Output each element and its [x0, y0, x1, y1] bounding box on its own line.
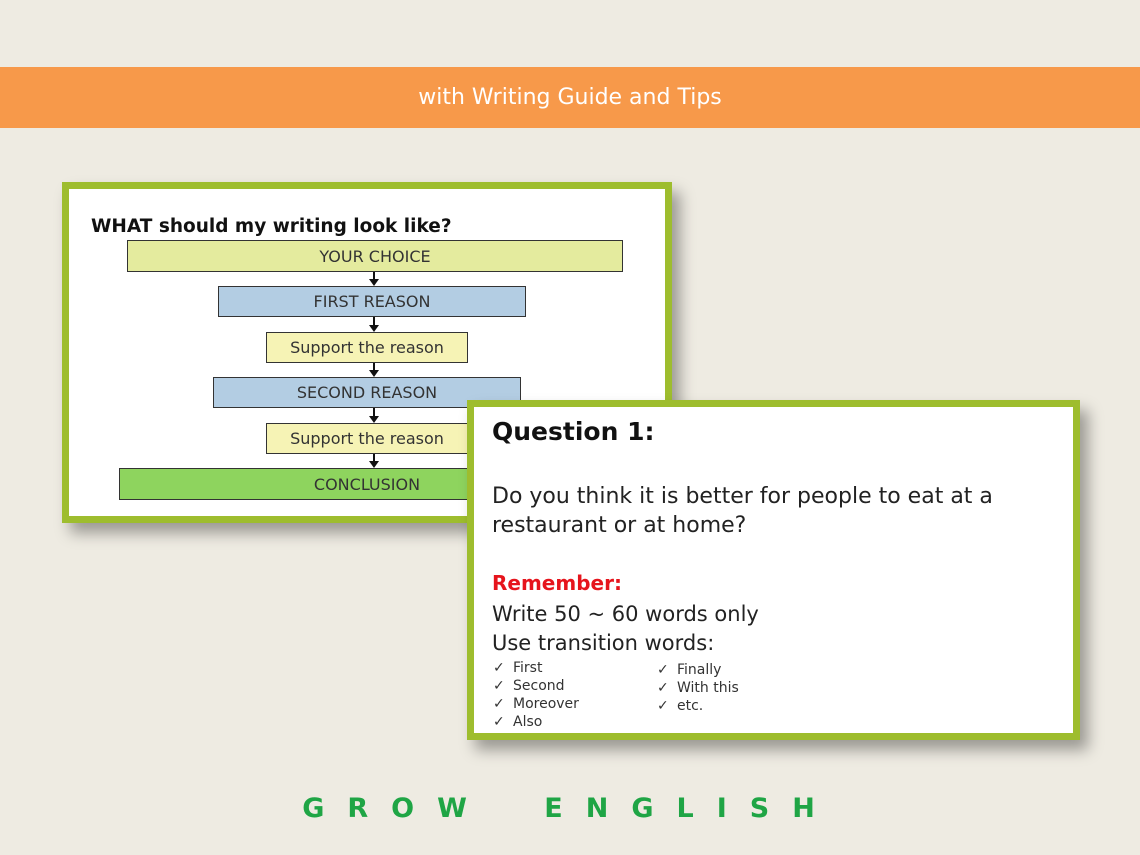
flow-arrow-icon — [373, 408, 375, 421]
transition-list-right — [657, 661, 739, 715]
flow-arrow-icon — [373, 272, 375, 284]
flow-arrow-icon — [373, 363, 375, 375]
question-text: Do you think it is better for people to eat at a restaurant or at home? — [492, 484, 993, 538]
flow-box-first-reason: FIRST REASON — [218, 286, 526, 317]
list-item: ✓ First — [493, 660, 543, 676]
brand-footer: GROW ENGLISH — [302, 793, 838, 824]
title-banner — [0, 67, 1140, 128]
list-item: ✓ Also — [493, 714, 543, 730]
check-icon: ✓ — [493, 678, 505, 694]
banner-text: with Writing Guide and Tips — [418, 85, 722, 110]
check-icon: ✓ — [657, 698, 669, 714]
question-card — [467, 400, 1080, 740]
flow-box-support-1: Support the reason — [266, 332, 468, 363]
flow-box-second-reason: SECOND REASON — [213, 377, 521, 408]
list-item: ✓ Second — [493, 678, 565, 694]
flow-box-support-2: Support the reason — [266, 423, 468, 454]
check-icon: ✓ — [657, 662, 669, 678]
check-icon: ✓ — [493, 696, 505, 712]
transition-rule: Use transition words: — [492, 631, 715, 655]
list-item: ✓ Moreover — [493, 696, 579, 712]
flow-arrow-icon — [373, 317, 375, 330]
check-icon: ✓ — [493, 714, 505, 730]
transition-list-left — [493, 659, 579, 731]
word-limit-rule: Write 50 ~ 60 words only — [492, 602, 759, 626]
list-item: ✓ Finally — [657, 662, 722, 678]
list-item: ✓ With this — [657, 680, 739, 696]
check-icon: ✓ — [493, 660, 505, 676]
remember-label: Remember: — [492, 571, 622, 595]
list-item: ✓ etc. — [657, 698, 704, 714]
flow-arrow-icon — [373, 454, 375, 466]
check-icon: ✓ — [657, 680, 669, 696]
flow-box-conclusion: CONCLUSION — [119, 468, 615, 500]
question-heading: Question 1: — [492, 417, 655, 446]
flow-box-your-choice: YOUR CHOICE — [127, 240, 623, 272]
guide-title: WHAT should my writing look like? — [91, 216, 452, 237]
